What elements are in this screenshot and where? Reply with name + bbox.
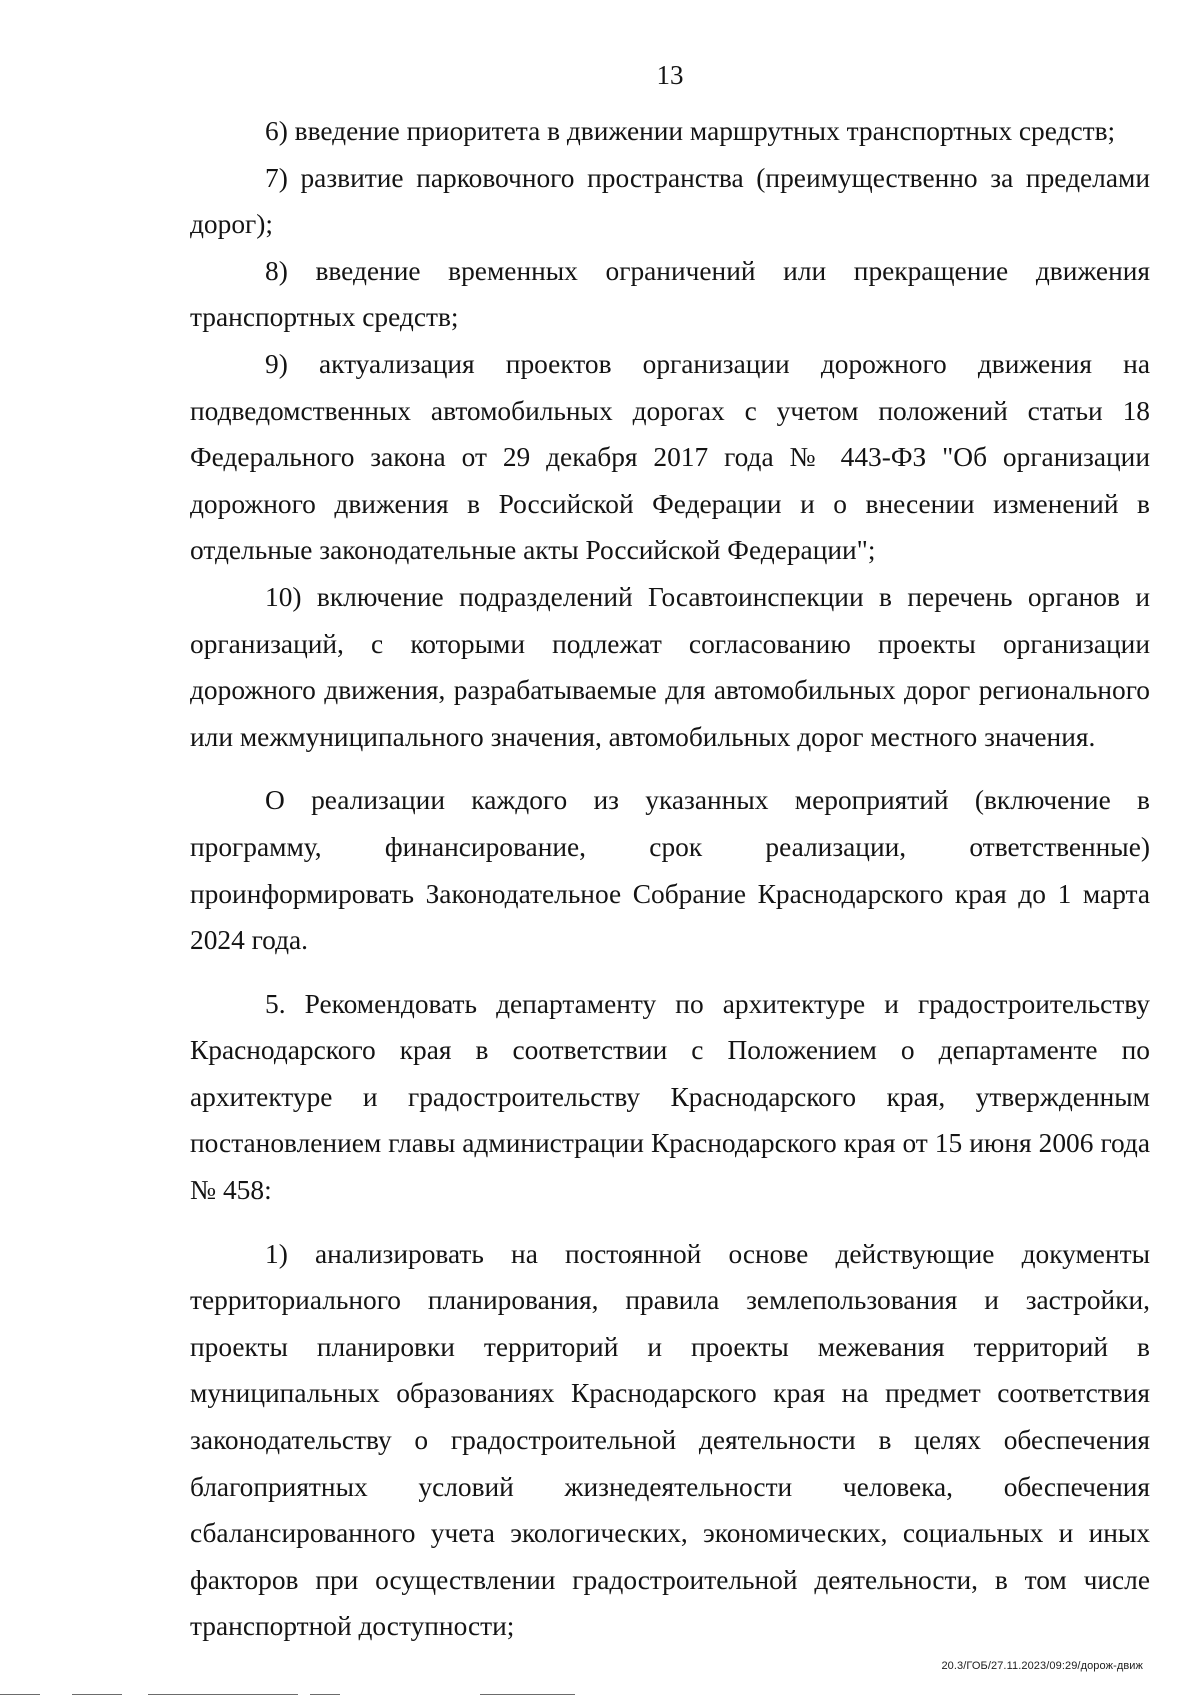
list-item-10: 10) включение подразделений Госавтоинспекции в перечень органов и организаций, с которыми подлежат согласованию проекты организации дорожного движения, разрабатываемые для автомобильных дорог регионального или межмуниципального значения, автомобильных дорог местного значения. — [190, 581, 1150, 752]
section-5-item-1: 1) анализировать на постоянной основе действующие документы территориального планирования, правила землепользования и застройки, проекты планировки территорий и проекты межевания территорий в муниципальных образованиях Краснодарского края на предмет соответствия законодательству о градостроительной деятельности в целях обеспечения благоприятных условий жизнедеятельности человека, обеспечения сбалансированного учета экологических, экономических, социальных и иных факторов при осуществлении градостроительной деятельности, в том числе транспортной доступности; — [190, 1238, 1150, 1642]
section-5-paragraph: 5. Рекомендовать департаменту по архитектуре и градостроительству Краснодарского края в соответствии с Положением о департаменте по архитектуре и градостроительству Краснодарского края, утвержденным постановлением главы администрации Краснодарского края от 15 июня 2006 года № 458: — [190, 988, 1150, 1206]
scan-edge-lines — [0, 1685, 1200, 1701]
list-item-7: 7) развитие парковочного пространства (преимущественно за пределами дорог); — [190, 162, 1150, 240]
reporting-paragraph: О реализации каждого из указанных мероприятий (включение в программу, финансирование, срок реализации, ответственные) проинформировать Законодательное Собрание Краснодарского края до 1 марта 2024 года. — [190, 785, 1150, 956]
list-item-8: 8) введение временных ограничений или прекращение движения транспортных средств; — [190, 255, 1150, 333]
document-body — [190, 108, 1150, 1650]
list-item-6: 6) введение приоритета в движении маршрутных транспортных средств; — [265, 116, 1116, 146]
page-number: 13 — [656, 60, 684, 90]
document-footer-code: 20.3/ГОБ/27.11.2023/09:29/дорож-движ — [941, 1660, 1143, 1672]
list-item-9: 9) актуализация проектов организации дорожного движения на подведомственных автомобильных дорогах с учетом положений статьи 18 Федерального закона от 29 декабря 2017 года № 443-ФЗ "Об организации дорожного движения в Российской Федерации и о внесении изменений в отдельные законодательные акты Российской Федерации"; — [190, 348, 1150, 566]
